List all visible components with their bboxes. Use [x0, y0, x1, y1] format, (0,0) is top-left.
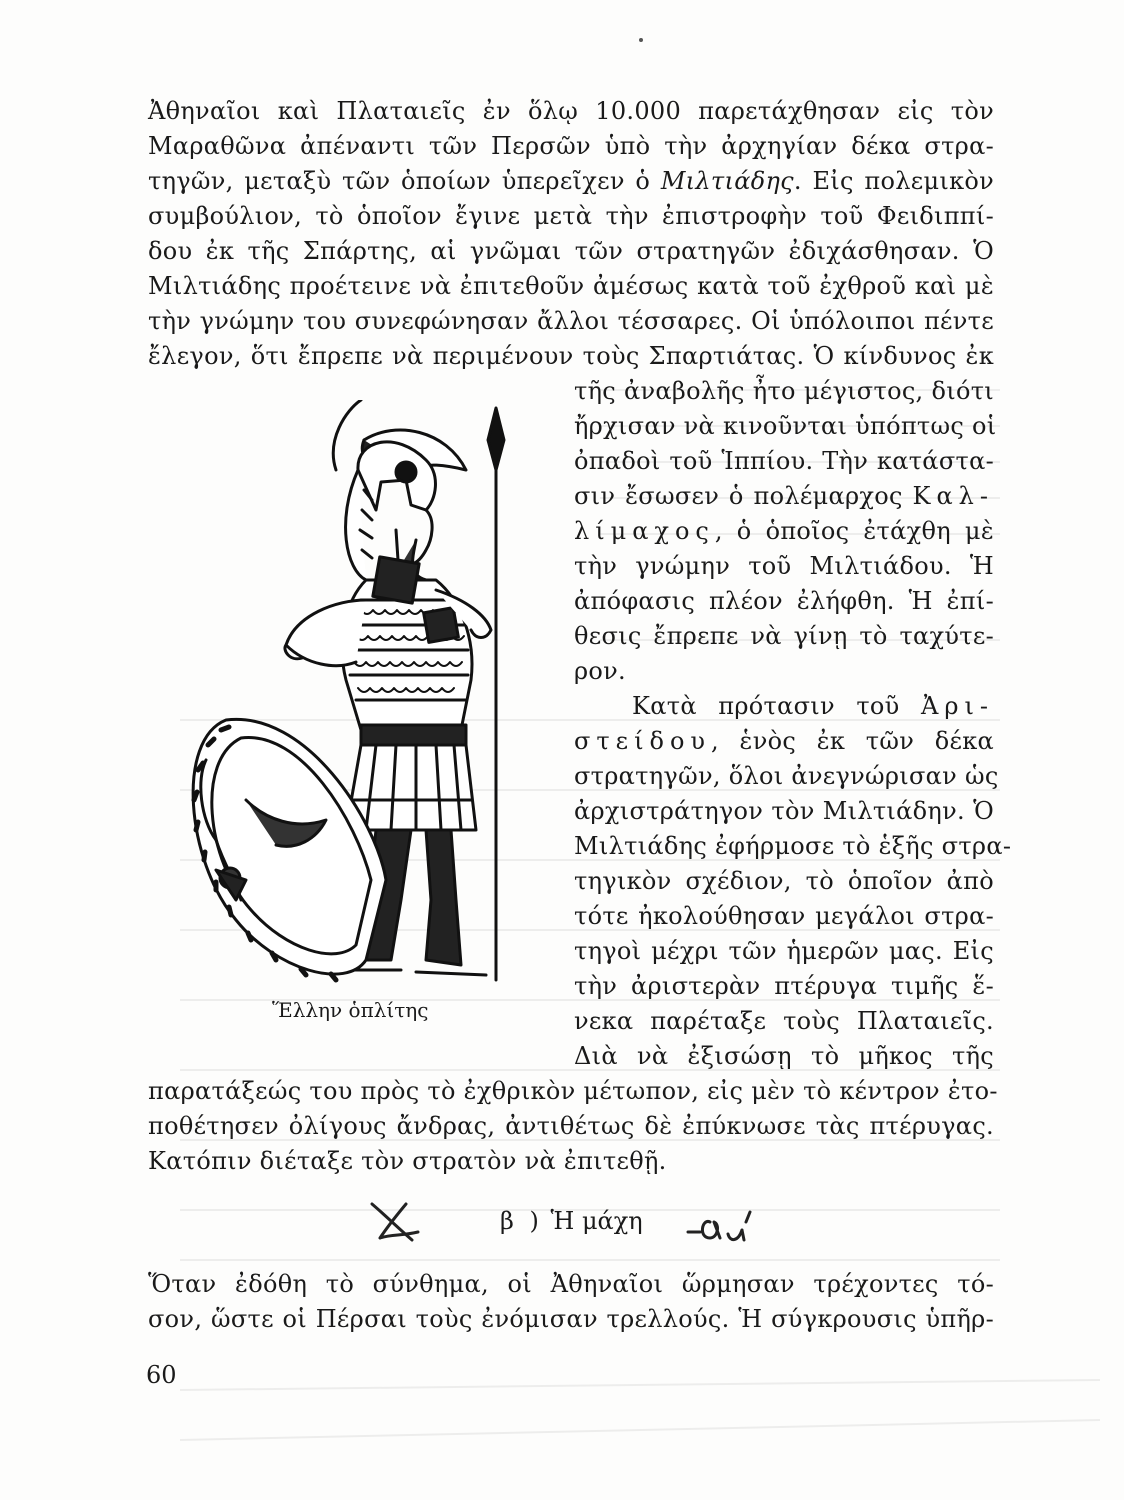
text-line-18-start: Κατὰ πρότασιν τοῦ	[632, 692, 922, 720]
spear-tip	[488, 408, 504, 470]
text-line-15: ἀπόφασις πλέον ἐλήφθη. Ἡ ἐπί-	[574, 587, 994, 615]
section-title: Ἡ μάχη	[550, 1207, 643, 1235]
text-line-21: ἀρχιστράτηγον τὸν Μιλτιάδην. Ὁ	[574, 797, 994, 825]
text-line-22: Μιλτιάδης ἐφήρμοσε τὸ ἑξῆς στρα-	[574, 832, 1012, 860]
name-kallimachos-part1: Καλ-	[912, 482, 994, 510]
name-aristeides-part2: στείδου	[574, 727, 711, 755]
text-line-19	[574, 726, 994, 756]
text-line-2: Μαραθῶνα ἀπέναντι τῶν Περσῶν ὑπὸ τὴν ἀρχηγίαν δέκα στρα-	[148, 132, 994, 160]
text-line-26: τὴν ἀριστερὰν πτέρυγα τιμῆς ἕ-	[574, 972, 994, 1000]
text-line-11: ὀπαδοὶ τοῦ Ἱππίου. Τὴν κατάστα-	[574, 447, 994, 475]
text-line-28: Διὰ νὰ ἐξισώσῃ τὸ μῆκος τῆς	[574, 1042, 994, 1070]
text-line-3-start: τηγῶν, μεταξὺ τῶν ὁποίων ὑπερεῖχεν ὁ	[148, 167, 661, 195]
text-line-25: τηγοὶ μέχρι τῶν ἡμερῶν μας. Εἰς	[574, 937, 994, 965]
text-line-1: Ἀθηναῖοι καὶ Πλαταιεῖς ἐν ὅλῳ 10.000 παρετάχθησαν εἰς τὸν	[148, 97, 994, 125]
page-number: 60	[146, 1361, 177, 1389]
speck	[639, 38, 643, 42]
text-line-31: Κατόπιν διέταξε τὸν στρατὸν νὰ ἐπιτεθῇ.	[148, 1147, 667, 1175]
text-line-14: τὴν γνώμην τοῦ Μιλτιάδου. Ἡ	[574, 552, 994, 580]
text-line-24: τότε ἠκολούθησαν μεγάλοι στρα-	[574, 902, 994, 930]
text-line-4: συμβούλιον, τὸ ὁποῖον ἔγινε μετὰ τὴν ἐπιστροφὴν τοῦ Φειδιππί-	[148, 202, 994, 230]
text-line-12	[574, 481, 994, 511]
text-line-29: παρατάξεώς του πρὸς τὸ ἐχθρικὸν μέτωπον, εἰς μὲν τὸ κέντρον ἐτο-	[148, 1077, 998, 1105]
text-line-13	[574, 516, 994, 546]
text-line-9: τῆς ἀναβολῆς ἦτο μέγιστος, διότι	[574, 377, 994, 405]
text-line-23: τηγικὸν σχέδιον, τὸ ὁποῖον ἀπὸ	[574, 867, 994, 895]
name-miltiades-italic: Μιλτιάδης	[660, 167, 794, 195]
text-line-32: Ὅταν ἐδόθη τὸ σύνθημα, οἱ Ἀθηναῖοι ὥρμησαν τρέχοντες τό-	[148, 1270, 994, 1298]
text-line-10: ἤρχισαν νὰ κινοῦνται ὑπόπτως οἱ	[574, 412, 997, 440]
text-line-16: θεσις ἔπρεπε νὰ γίνῃ τὸ ταχύτε-	[574, 622, 994, 650]
text-line-7: τὴν γνώμην του συνεφώνησαν ἄλλοι τέσσαρες. Οἱ ὑπόλοιποι πέντε	[148, 307, 994, 335]
text-line-6: Μιλτιάδης προέτεινε νὰ ἐπιτεθοῦν ἀμέσως κατὰ τοῦ ἐχθροῦ καὶ μὲ	[148, 272, 994, 300]
text-line-17: ρον.	[574, 657, 626, 685]
text-line-12-start: σιν ἔσωσεν ὁ πολέμαρχος	[574, 482, 913, 510]
section-letter: β )	[500, 1207, 543, 1235]
text-line-3	[148, 166, 994, 196]
text-line-3-end: . Εἰς πολεμικὸν	[793, 167, 995, 195]
illustration-caption: Ἕλλην ὁπλίτης	[272, 998, 429, 1022]
text-line-18	[632, 691, 994, 721]
name-kallimachos-part2: λίμαχος	[574, 517, 715, 545]
text-line-5: δου ἐκ τῆς Σπάρτης, αἱ γνῶμαι τῶν στρατηγῶν ἐδιχάσθησαν. Ὁ	[148, 237, 994, 265]
handwritten-mark-left	[366, 1196, 426, 1246]
text-line-8: ἔλεγον, ὅτι ἔπρεπε νὰ περιμένουν τοὺς Σπαρτιάτας. Ὁ κίνδυνος ἐκ	[148, 342, 994, 370]
hoplite-illustration	[186, 400, 544, 990]
name-aristeides-part1: Ἀρι-	[921, 692, 994, 720]
text-line-20: στρατηγῶν, ὅλοι ἀνεγνώρισαν ὡς	[574, 762, 999, 790]
text-line-33: σον, ὥστε οἱ Πέρσαι τοὺς ἐνόμισαν τρελλούς. Ἡ σύγκρουσις ὑπῆρ-	[148, 1305, 994, 1333]
section-heading	[500, 1206, 643, 1236]
handwritten-mark-right	[684, 1208, 774, 1248]
text-line-27: νεκα παρέταξε τοὺς Πλαταιεῖς.	[574, 1007, 994, 1035]
text-line-13-end: , ὁ ὁποῖος ἐτάχθη μὲ	[714, 517, 994, 545]
text-line-19-end: , ἑνὸς ἐκ τῶν δέκα	[711, 727, 994, 755]
text-line-30: ποθέτησεν ὀλίγους ἄνδρας, ἀντιθέτως δὲ ἐπύκνωσε τὰς πτέρυγας.	[148, 1112, 994, 1140]
